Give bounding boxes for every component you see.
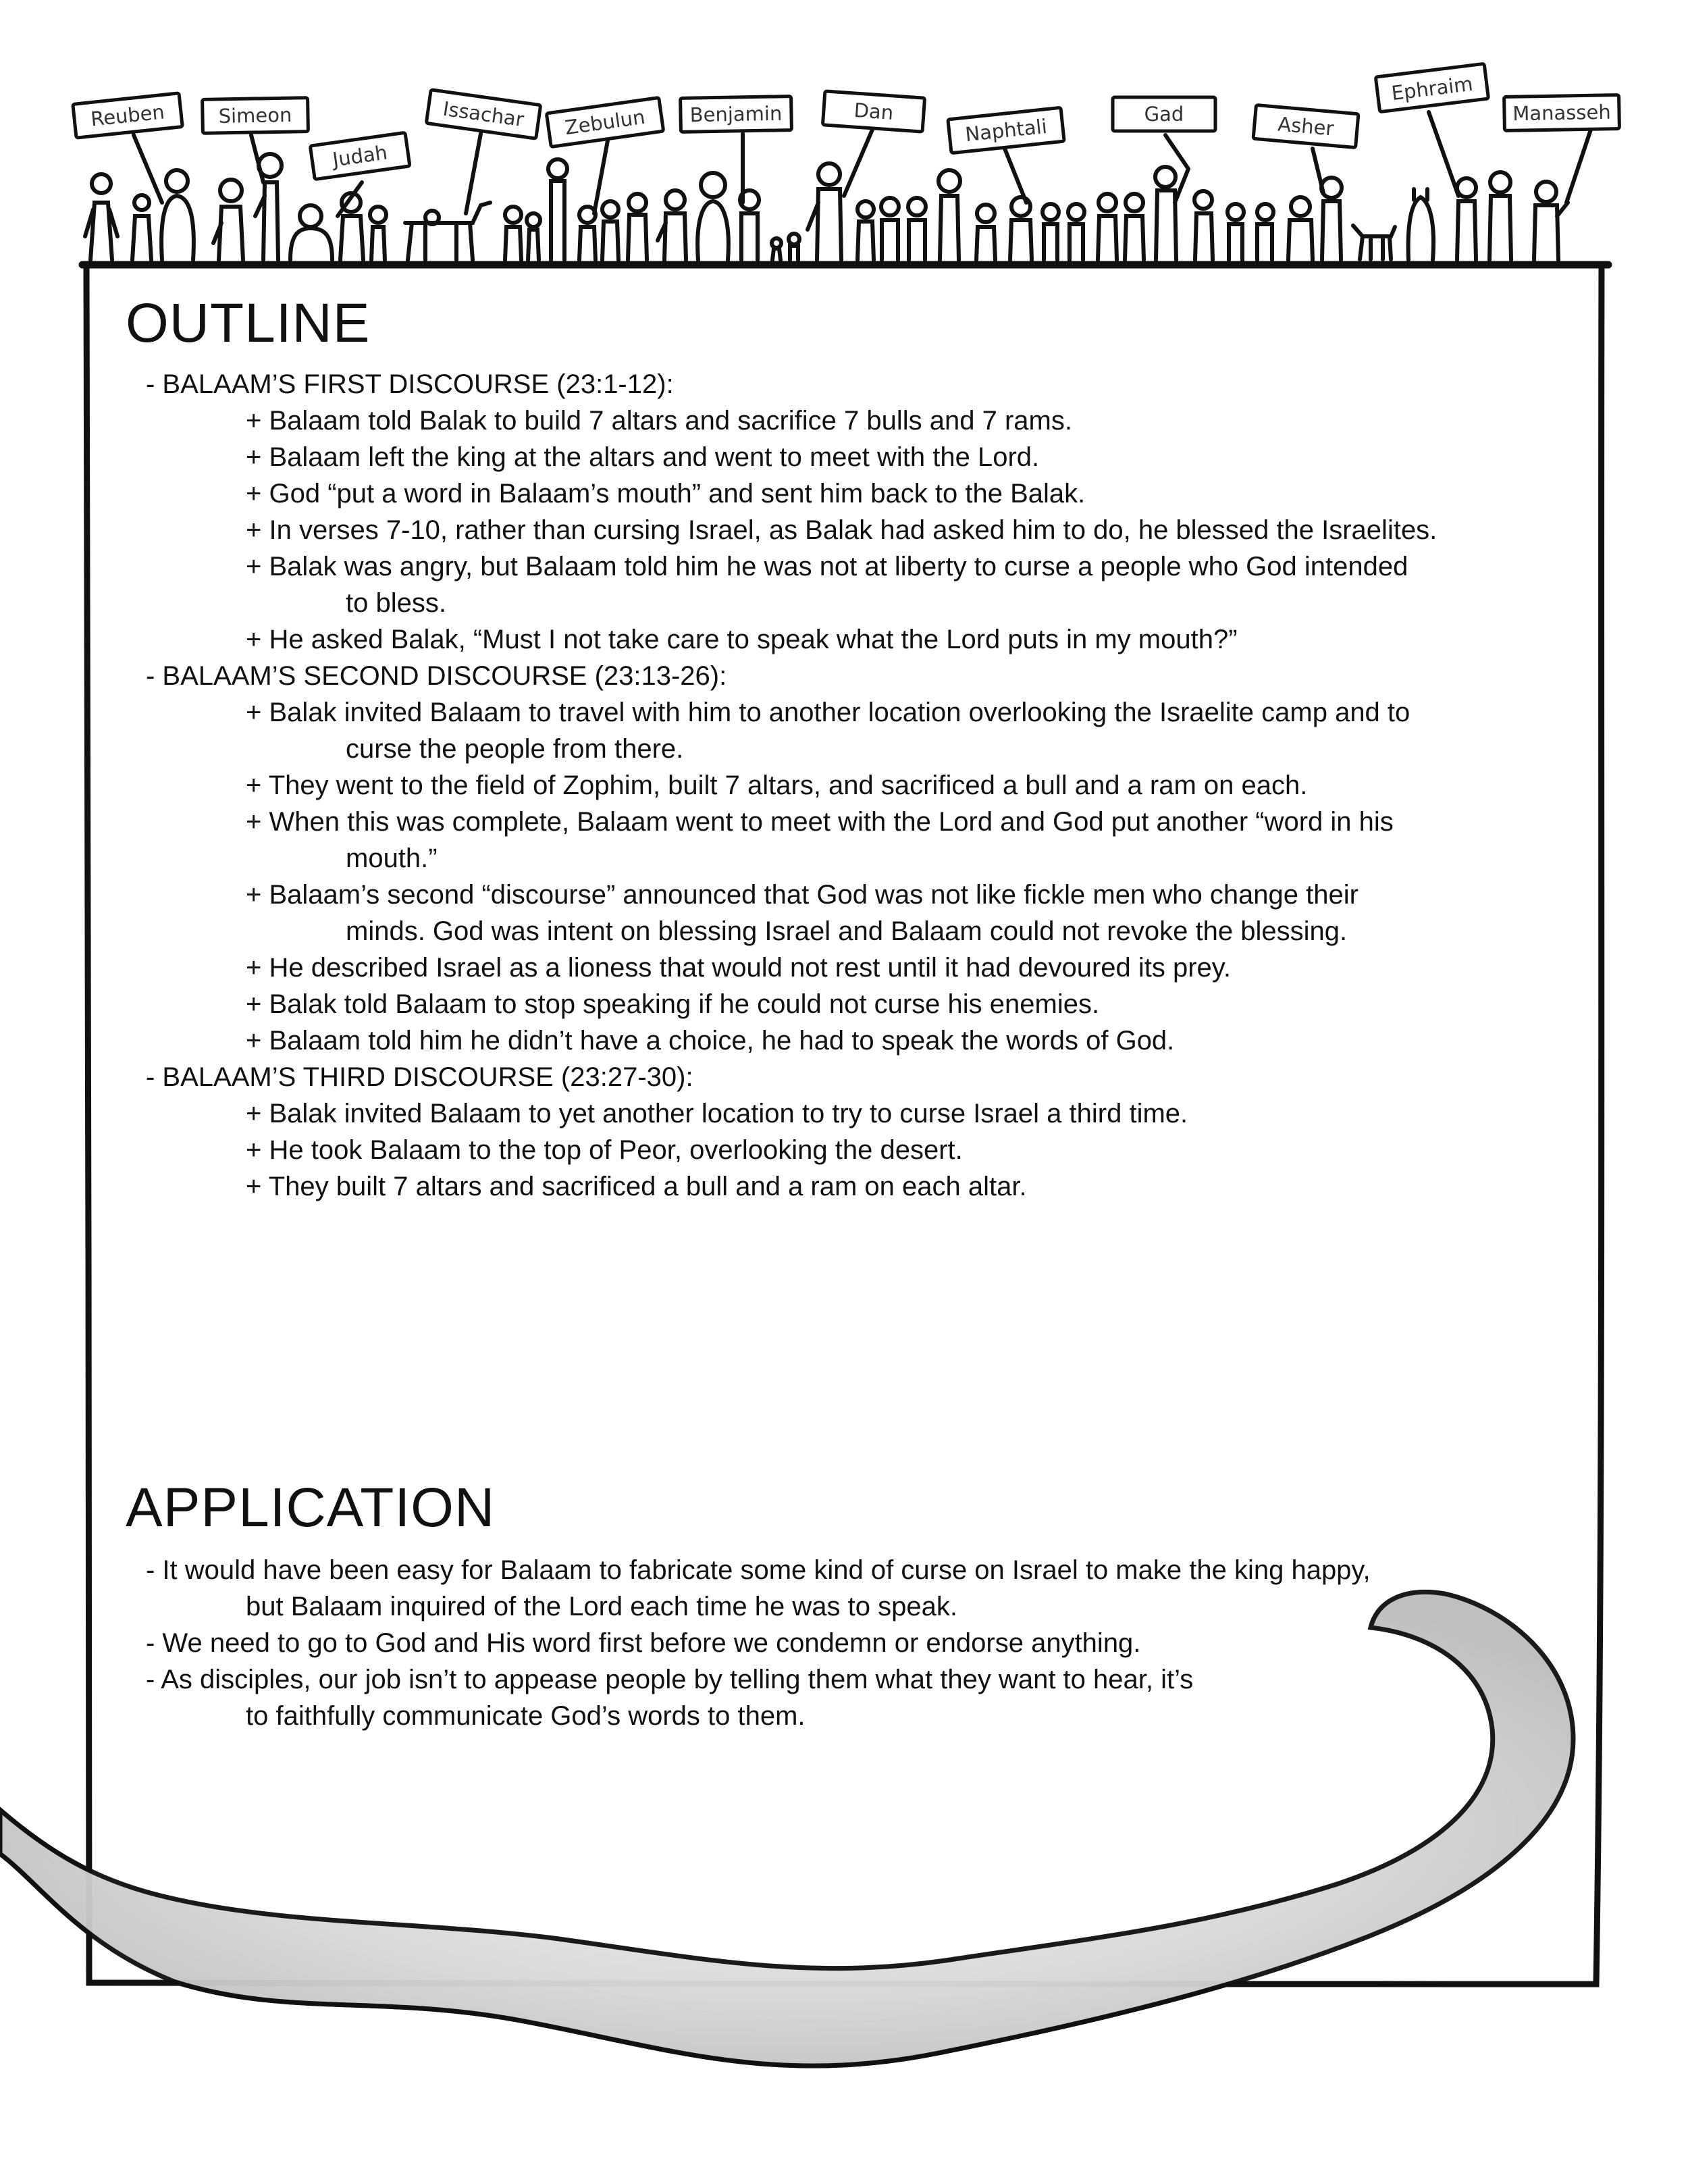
outline-item: + Balaam told Balak to build 7 altars and sacrifice 7 bulls and 7 rams.: [246, 406, 1072, 436]
tribe-label: Issachar: [441, 97, 526, 132]
sign-manasseh: [1504, 95, 1620, 131]
outline-item-continuation: minds. God was intent on blessing Israel and Balaam could not revoke the blessing.: [346, 916, 1348, 946]
application-item: - As disciples, our job isn’t to appease people by telling them what they want to hear, it’s: [146, 1665, 1194, 1694]
sign-asher: [1253, 105, 1359, 147]
tribe-label: Ephraim: [1390, 72, 1475, 105]
application-item: - It would have been easy for Balaam to fabricate some kind of curse on Israel to make the king happy,: [146, 1555, 1371, 1585]
outline-item-continuation: to bless.: [346, 588, 446, 618]
outline-item: + He asked Balak, “Must I not take care to speak what the Lord puts in my mouth?”: [246, 625, 1238, 654]
tribe-label: Asher: [1277, 112, 1335, 140]
application-item-continuation: but Balaam inquired of the Lord each time he was to speak.: [246, 1592, 957, 1621]
application-heading: APPLICATION: [126, 1477, 496, 1538]
outline-item: + When this was complete, Balaam went to meet with the Lord and God put another “word in his: [246, 807, 1394, 837]
outline-section-heading: - BALAAM’S FIRST DISCOURSE (23:1-12):: [146, 369, 674, 399]
sign-ephraim: [1375, 63, 1488, 111]
horse-figure: [405, 203, 490, 260]
outline-heading: OUTLINE: [126, 292, 371, 354]
tribe-label: Reuben: [89, 100, 166, 131]
outline-item: + God “put a word in Balaam’s mouth” and sent him back to the Balak.: [246, 479, 1086, 509]
tribe-label: Simeon: [218, 103, 292, 128]
tribe-label: Zebulun: [563, 105, 647, 140]
sign-judah: [310, 132, 410, 179]
outline-item: + He described Israel as a lioness that would not rest until it had devoured its prey.: [246, 953, 1231, 983]
outline-item: + Balak told Balaam to stop speaking if he could not curse his enemies.: [246, 989, 1100, 1019]
outline-item: + They built 7 altars and sacrificed a bull and a ram on each altar.: [246, 1172, 1027, 1201]
outline-item: + Balaam told him he didn’t have a choice, he had to speak the words of God.: [246, 1026, 1175, 1056]
sign-benjamin: [681, 97, 792, 132]
sign-naphtali: [948, 107, 1064, 153]
cat-figure: [1353, 226, 1395, 259]
sign-dan: [822, 91, 924, 132]
outline-item: + Balaam’s second “discourse” announced that God was not like fickle men who change their: [246, 880, 1359, 910]
application-item: - We need to go to God and His word first before we condemn or endorse anything.: [146, 1628, 1141, 1658]
tribe-label: Benjamin: [689, 101, 783, 127]
sign-simeon: [203, 98, 309, 134]
sign-issachar: [426, 90, 540, 138]
sign-zebulun: [546, 98, 663, 147]
sign-reuben: [73, 93, 182, 138]
tribe-label: Naphtali: [964, 114, 1049, 147]
tribe-label: Manasseh: [1512, 100, 1611, 126]
outline-item: + Balak invited Balaam to travel with him to another location overlooking the Israelite camp and to: [246, 698, 1410, 727]
outline-item-continuation: curse the people from there.: [346, 734, 684, 764]
outline-item-continuation: mouth.”: [346, 843, 438, 873]
sign-gad: [1113, 97, 1215, 131]
tribe-label: Gad: [1144, 103, 1184, 126]
tribe-signs: [73, 63, 1620, 179]
outline-item: + Balak invited Balaam to yet another location to try to curse Israel a third time.: [246, 1099, 1188, 1128]
outline-item: + He took Balaam to the top of Peor, overlooking the desert.: [246, 1135, 963, 1165]
outline-item: + In verses 7-10, rather than cursing Israel, as Balak had asked him to do, he blessed the Israelites.: [246, 515, 1438, 545]
application-item-continuation: to faithfully communicate God’s words to them.: [246, 1701, 806, 1731]
outline-section-heading: - BALAAM’S SECOND DISCOURSE (23:13-26):: [146, 661, 727, 691]
crowd-figures: [85, 154, 1568, 260]
outline-item: + Balaam left the king at the altars and went to meet with the Lord.: [246, 442, 1040, 472]
tribe-label: Dan: [853, 99, 895, 124]
outline-section-heading: - BALAAM’S THIRD DISCOURSE (23:27-30):: [146, 1062, 693, 1092]
outline-item: + They went to the field of Zophim, built 7 altars, and sacrificed a bull and a ram on each.: [246, 771, 1308, 800]
outline-item: + Balak was angry, but Balaam told him he was not at liberty to curse a people who God intended: [246, 552, 1408, 581]
tribe-label: Judah: [331, 140, 389, 172]
